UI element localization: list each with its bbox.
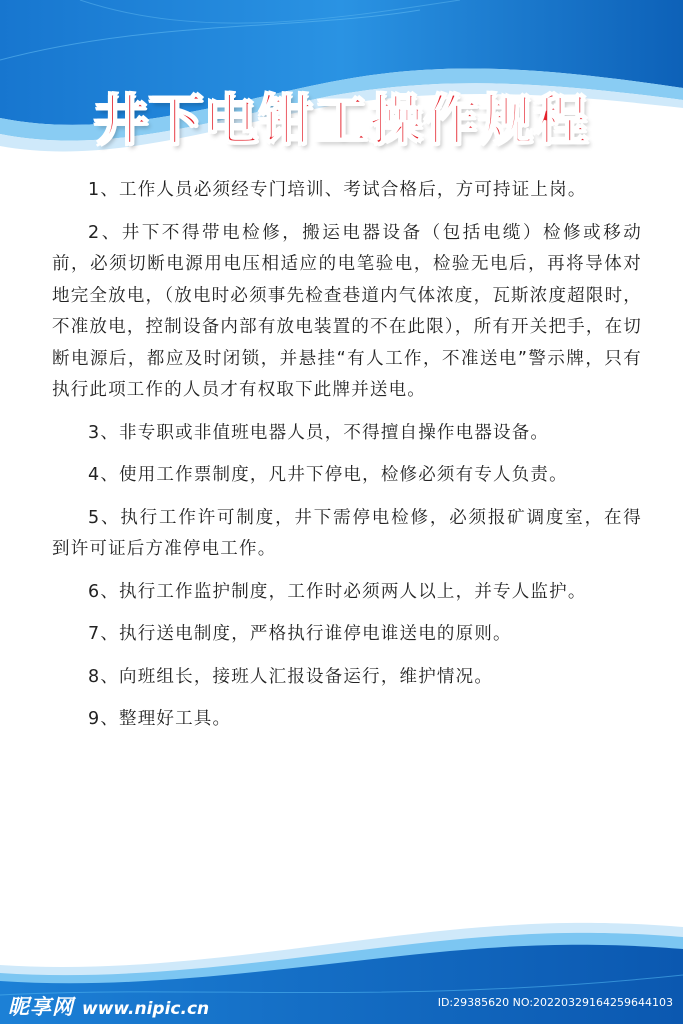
watermark-logo [8, 991, 210, 1019]
rule-item: 9、整理好工具。 [88, 709, 232, 729]
rule-item: 7、执行送电制度，严格执行谁停电谁送电的原则。 [88, 624, 512, 644]
watermark-logo-text: 昵享网 [8, 995, 74, 1019]
rule-item: 6、执行工作监护制度，工作时必须两人以上，并专人监护。 [88, 581, 587, 602]
watermark-url: www.nipic.cn [82, 999, 210, 1019]
rule-item: 1、工作人员必须经专门培训、考试合格后，方可持证上岗。 [88, 180, 587, 200]
watermark-id: ID:29385620 NO:20220329164259644103 [437, 996, 673, 1009]
rule-item: 5、执行工作许可制度，井下需停电检修，必须报矿调度室，在得到许可证后方准停电工作。 [52, 507, 642, 559]
rule-item: 8、向班组长，接班人汇报设备运行，维护情况。 [88, 666, 494, 687]
page-title: 井下电钳工操作规程 [94, 89, 589, 152]
rule-item: 2、井下不得带电检修，搬运电器设备（包括电缆）检修或移动前，必须切断电源用电压相适应的电笔验电，检验无电后，再将导体对地完全放电，（放电时必须事先检查巷道内气体浓度，瓦斯浓度超限时，不准放电，控制设备内部有放电装置的不在此限），所有开关把手，在切断电源后，都应及时闭锁，并悬挂“有人工作，不准送电”警示牌，只有执行此项工作的人员才有权取下此牌并送电。 [52, 222, 642, 400]
rule-item: 3、非专职或非值班电器人员，不得擅自操作电器设备。 [88, 422, 550, 443]
rule-item: 4、使用工作票制度，凡井下停电，检修必须有专人负责。 [88, 465, 568, 485]
rules-list [52, 175, 642, 747]
